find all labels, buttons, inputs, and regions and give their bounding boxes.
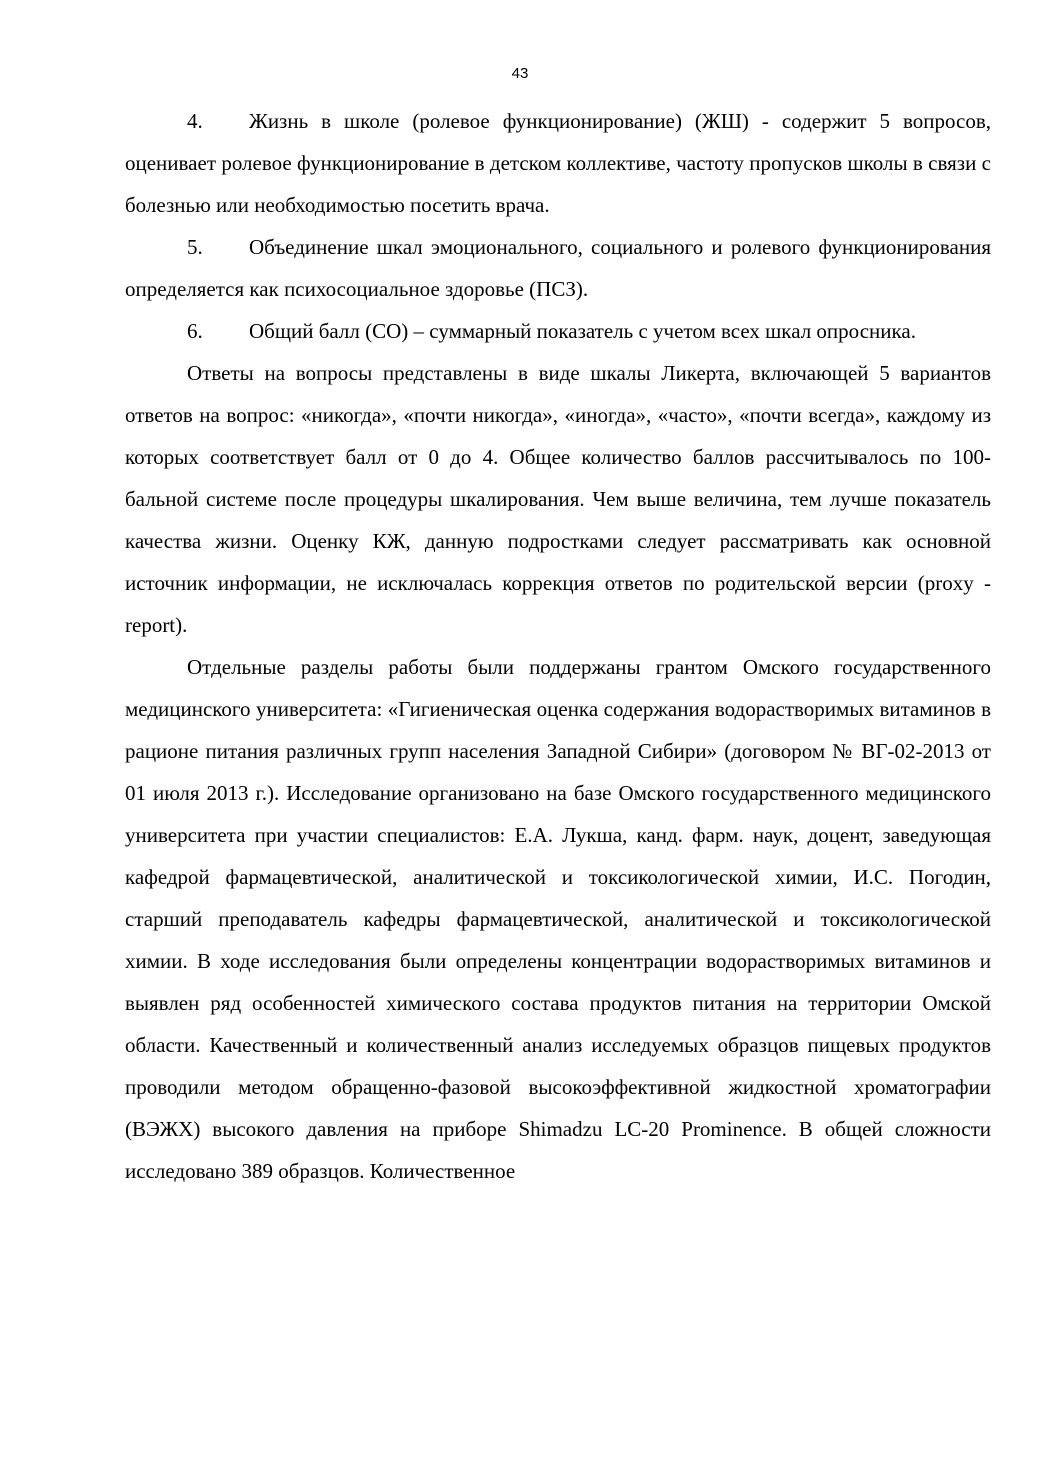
list-item-number: 5. bbox=[187, 235, 203, 259]
list-item-number: 6. bbox=[187, 319, 203, 343]
list-item-text: Объединение шкал эмоционального, социального и ролевого функционирования определяется как психосоциальное здоровье (ПСЗ). bbox=[125, 235, 991, 301]
paragraph-grant-research: Отдельные разделы работы были поддержаны грантом Омского государственного медицинского университета: «Гигиеническая оценка содержания водорастворимых витаминов в рационе питания различных групп населения Западной Сибири» (договором № ВГ-02-2013 от 01 июля 2013 г.). Исследование организовано на базе Омского государственного медицинского университета при участии специалистов: Е.А. Лукша, канд. фарм. наук, доцент, заведующая кафедрой фармацевтической, аналитической и токсикологической химии, И.С. Погодин, старший преподаватель кафедры фармацевтической, аналитической и токсикологической химии. В ходе исследования были определены концентрации водорастворимых витаминов и выявлен ряд особенностей химического состава продуктов питания на территории Омской области. Качественный и количественный анализ исследуемых образцов пищевых продуктов проводили методом обращенно-фазовой высокоэффективной жидкостной хроматографии (ВЭЖХ) высокого давления на приборе Shimadzu LC-20 Prominence. В общей сложности исследовано 389 образцов. Количественное bbox=[125, 655, 991, 1183]
page-number: 43 bbox=[511, 65, 529, 82]
list-item-6 bbox=[125, 310, 991, 352]
list-item-text: Общий балл (СО) – суммарный показатель с учетом всех шкал опросника. bbox=[249, 319, 916, 343]
list-item-text: Жизнь в школе (ролевое функционирование) (ЖШ) - содержит 5 вопросов, оценивает ролевое функционирование в детском коллективе, частоту пропусков школы в связи с болезнью или необходимостью посетить врача. bbox=[125, 109, 991, 217]
paragraph-likert-scale: Ответы на вопросы представлены в виде шкалы Ликерта, включающей 5 вариантов ответов на вопрос: «никогда», «почти никогда», «иногда», «часто», «почти всегда», каждому из которых соответствует балл от 0 до 4. Общее количество баллов рассчитывалось по 100-бальной системе после процедуры шкалирования. Чем выше величина, тем лучше показатель качества жизни. Оценку КЖ, данную подростками следует рассматривать как основной источник информации, не исключалась коррекция ответов по родительской версии (proxy - report). bbox=[125, 361, 991, 637]
document-body bbox=[125, 100, 991, 1192]
list-item-4 bbox=[125, 100, 991, 226]
list-item-5 bbox=[125, 226, 991, 310]
list-item-number: 4. bbox=[187, 109, 203, 133]
